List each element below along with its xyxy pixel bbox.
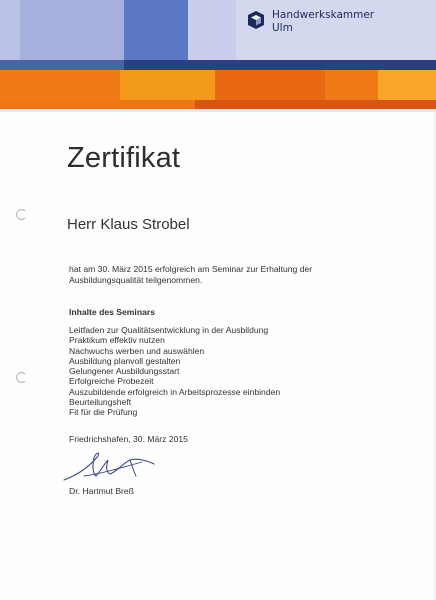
signer-name: Dr. Hartmut Breß bbox=[69, 486, 134, 496]
place-and-date: Friedrichshafen, 30. März 2015 bbox=[69, 434, 188, 444]
topic-item: Praktikum effektiv nutzen bbox=[69, 335, 165, 346]
seminar-topics-list bbox=[69, 325, 280, 418]
header-block bbox=[20, 0, 124, 60]
topic-item: Leitfaden zur Qualitätsentwicklung in der Ausbildung bbox=[69, 325, 269, 335]
header-band-red-lower bbox=[195, 100, 436, 109]
topic-item: Auszubildende erfolgreich in Arbeitsprozesse einbinden bbox=[69, 386, 281, 397]
header-stripe-dark-blue bbox=[124, 60, 436, 70]
recipient-name: Herr Klaus Strobel bbox=[67, 216, 190, 233]
header-block-accent bbox=[124, 0, 188, 60]
header-band-orange-dark bbox=[215, 70, 325, 100]
seminar-contents-heading: Inhalte des Seminars bbox=[69, 307, 155, 317]
certificate-statement: hat am 30. März 2015 erfolgreich am Seminar zur Erhaltung der Ausbildungsqualität teilgenommen. bbox=[69, 264, 313, 285]
punch-hole bbox=[16, 372, 27, 383]
organization-name: Handwerkskammer Ulm bbox=[272, 9, 375, 34]
topic-item: Gelungener Ausbildungsstart bbox=[69, 366, 180, 377]
header-band-orange-light bbox=[378, 70, 436, 100]
header-block bbox=[0, 0, 20, 60]
header-band-orange-light bbox=[120, 70, 215, 100]
hwk-cube-logo-icon bbox=[246, 10, 266, 30]
header-shadow bbox=[0, 109, 436, 112]
topic-item: Beurteilungsheft bbox=[69, 397, 132, 408]
topic-item: Nachwuchs werben und auswählen bbox=[69, 345, 205, 356]
certificate-title: Zertifikat bbox=[67, 142, 181, 174]
handwritten-signature bbox=[60, 446, 160, 486]
scan-edge-shadow bbox=[432, 112, 436, 600]
punch-hole bbox=[16, 209, 27, 220]
topic-item: Ausbildung planvoll gestalten bbox=[69, 355, 181, 366]
topic-item: Fit für die Prüfung bbox=[69, 407, 138, 418]
topic-item: Erfolgreiche Probezeit bbox=[69, 376, 154, 387]
